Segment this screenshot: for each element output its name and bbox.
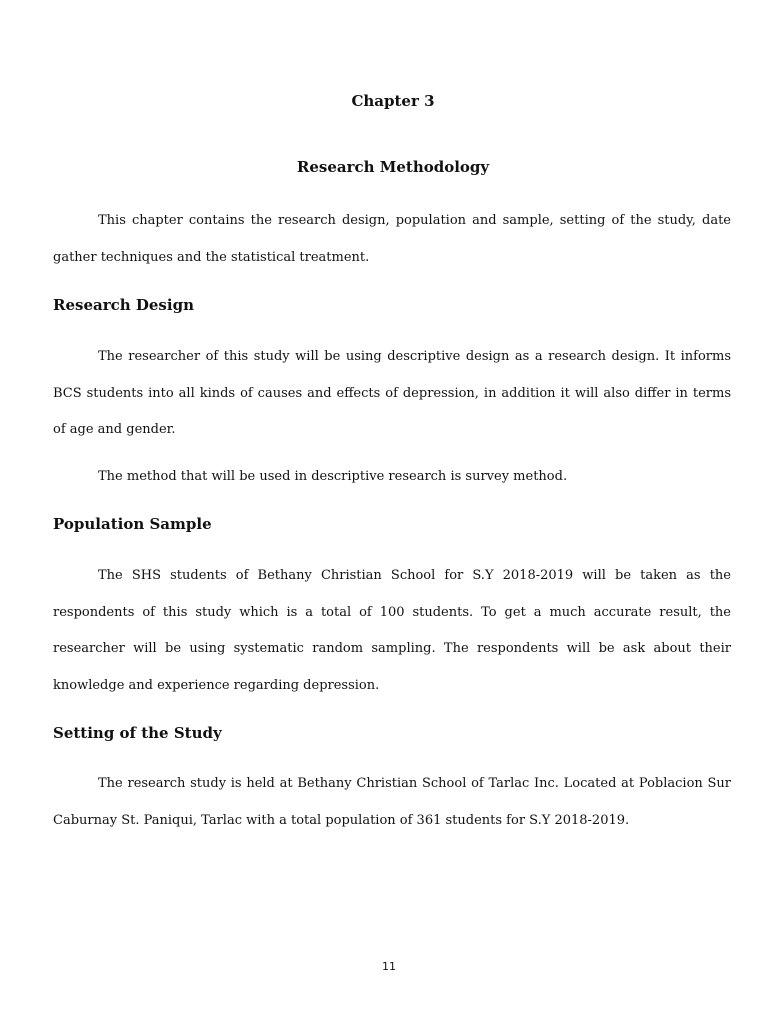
chapter-label: Chapter 3 xyxy=(351,92,435,110)
section-heading-setting-of-the-study: Setting of the Study xyxy=(53,724,222,742)
section-heading-population-sample: Population Sample xyxy=(53,515,212,533)
section-heading-research-design: Research Design xyxy=(53,296,194,314)
population-sample-paragraph: The SHS students of Bethany Christian School for S.Y 2018-2019 will be taken as the respondents of this study which is a total of 100 students. To get a much accurate result, the researcher will be using systematic random sampling. The respondents will be ask about their knowledge and experience regarding depression. xyxy=(53,568,731,693)
page-title: Research Methodology xyxy=(296,158,490,176)
research-design-paragraph-1: The researcher of this study will be using descriptive design as a research design. It informs BCS students into all kinds of causes and effects of depression, in addition it will also differ in terms of age and gender. xyxy=(53,349,731,437)
setting-of-the-study-paragraph: The research study is held at Bethany Christian School of Tarlac Inc. Located at Poblacion Sur Caburnay St. Paniqui, Tarlac with a total population of 361 students for S.Y 2018-2019. xyxy=(53,776,731,828)
page-number: 11 xyxy=(382,960,396,973)
research-design-paragraph-2: The method that will be used in descriptive research is survey method. xyxy=(98,469,568,484)
intro-paragraph: This chapter contains the research design, population and sample, setting of the study, date gather techniques and the statistical treatment. xyxy=(53,213,731,265)
